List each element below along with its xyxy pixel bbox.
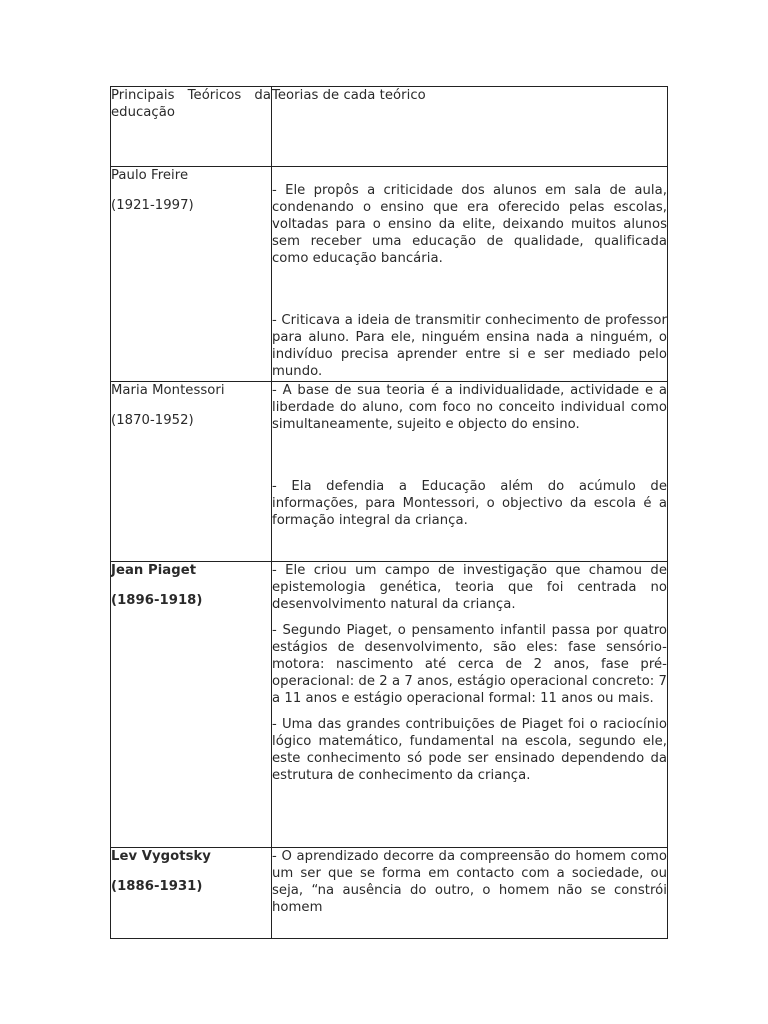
header-left-text: Principais Teóricos da educação	[111, 88, 271, 120]
theory-paragraph: - Ele criou um campo de investigação que chamou de epistemologia genética, teoria que foi centrada no desenvolvimento natural da criança.	[272, 563, 667, 612]
theorist-name: Paulo Freire	[111, 168, 189, 183]
theory-paragraph: - O aprendizado decorre da compreensão do homem como um ser que se forma em contacto com a sociedade, ou seja, “na ausência do outro, o homem não se constrói homem	[272, 849, 667, 915]
row-lev-vygotsky	[111, 848, 668, 939]
theorist-years: (1870-1952)	[111, 413, 194, 428]
name-cell	[111, 848, 272, 939]
theory-paragraph: - Ele propôs a criticidade dos alunos em sala de aula, condenando o ensino que era oferecido pelas escolas, voltadas para o ensino da elite, deixando muitos alunos sem receber uma educação de qualidade, qualificada como educação bancária.	[272, 183, 667, 266]
row-paulo-freire	[111, 167, 668, 382]
header-left-cell	[111, 87, 272, 167]
theory-paragraph: - Ela defendia a Educação além do acúmulo de informações, para Montessori, o objectivo da escola é a formação integral da criança.	[272, 479, 667, 528]
name-cell	[111, 562, 272, 848]
theory-cell	[272, 382, 668, 562]
theorist-years: (1921-1997)	[111, 198, 194, 213]
name-cell	[111, 167, 272, 382]
header-right-text: Teorias de cada teórico	[272, 88, 426, 103]
theory-cell	[272, 167, 668, 382]
theorist-name: Maria Montessori	[111, 383, 225, 398]
name-cell	[111, 382, 272, 562]
theorist-years: (1886-1931)	[111, 879, 203, 894]
theory-paragraph: - A base de sua teoria é a individualidade, actividade e a liberdade do aluno, com foco no conceito individual como simultaneamente, sujeito e objecto do ensino.	[272, 383, 667, 432]
header-row	[111, 87, 668, 167]
header-right-cell	[272, 87, 668, 167]
theorist-years: (1896-1918)	[111, 593, 203, 608]
theory-cell	[272, 562, 668, 848]
theory-cell	[272, 848, 668, 939]
teorias-table	[110, 86, 668, 939]
row-jean-piaget	[111, 562, 668, 848]
theory-paragraph: - Criticava a ideia de transmitir conhecimento de professor para aluno. Para ele, ninguém ensina nada a ninguém, o indivíduo precisa aprender entre si e ser mediado pelo mundo.	[272, 313, 667, 379]
theory-paragraph: - Segundo Piaget, o pensamento infantil passa por quatro estágios de desenvolvimento, são eles: fase sensório-motora: nascimento até cerca de 2 anos, fase pré-operacional: de 2 a 7 anos, estágio operacional concreto: 7 a 11 anos e estágio operacional formal: 11 anos ou mais.	[272, 623, 667, 706]
theorist-name: Lev Vygotsky	[111, 849, 211, 864]
theory-paragraph: - Uma das grandes contribuições de Piaget foi o raciocínio lógico matemático, fundamental na escola, segundo ele, este conhecimento só pode ser ensinado dependendo da estrutura de conhecimento da criança.	[272, 717, 667, 783]
row-maria-montessori	[111, 382, 668, 562]
theorist-name: Jean Piaget	[111, 563, 197, 578]
